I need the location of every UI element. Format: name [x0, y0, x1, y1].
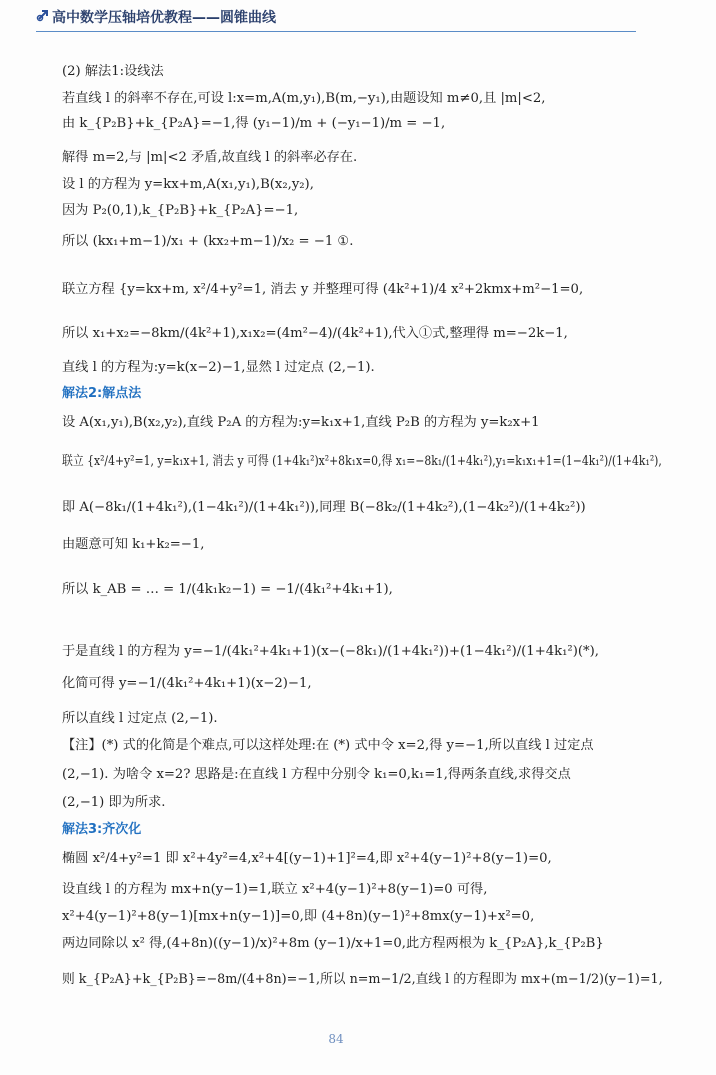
text-line: 设 A(x₁,y₁),B(x₂,y₂),直线 P₂A 的方程为:y=k₁x+1,直线 P₂B 的方程为 y=k₂x+1	[62, 415, 540, 430]
formula-line: 于是直线 l 的方程为 y=−1/(4k₁²+4k₁+1)(x−(−8k₁)/(1+4k₁²))+(1−4k₁²)/(1+4k₁²)(*),	[62, 644, 599, 659]
link-icon	[36, 8, 50, 22]
formula-line: 化简可得 y=−1/(4k₁²+4k₁+1)(x−2)−1,	[62, 676, 312, 691]
formula-line: 则 k_{P₂A}+k_{P₂B}=−8m/(4+8n)=−1,所以 n=m−1/2,直线 l 的方程即为 mx+(m−1/2)(y−1)=1,	[62, 972, 663, 987]
note-line: (2,−1) 即为所求.	[62, 795, 166, 810]
text-line: 由题意可知 k₁+k₂=−1,	[62, 537, 205, 552]
text-line: 解得 m=2,与 |m|<2 矛盾,故直线 l 的斜率必存在.	[62, 150, 358, 165]
formula-line: 两边同除以 x² 得,(4+8n)((y−1)/x)²+8m (y−1)/x+1=0,此方程两根为 k_{P₂A},k_{P₂B}	[62, 936, 604, 951]
header-divider	[36, 31, 636, 32]
conclusion-line: 直线 l 的方程为:y=k(x−2)−1,显然 l 过定点 (2,−1).	[62, 360, 375, 375]
header-title: 高中数学压轴培优教程——圆锥曲线	[52, 10, 276, 26]
method-3-heading: 解法3:齐次化	[62, 822, 142, 837]
system-of-equations-line: 联立方程 {y=kx+m, x²/4+y²=1, 消去 y 并整理可得 (4k²+1)/4 x²+2kmx+m²−1=0,	[62, 282, 584, 297]
part-2-method-1: (2) 解法1:设线法	[62, 64, 164, 79]
formula-line: 所以 (kx₁+m−1)/x₁ + (kx₂+m−1)/x₂ = −1 ①.	[62, 234, 354, 249]
formula-line: 椭圆 x²/4+y²=1 即 x²+4y²=4,x²+4[(y−1)+1]²=4,即 x²+4(y−1)²+8(y−1)=0,	[62, 851, 552, 866]
page-header	[0, 0, 716, 36]
formula-line: 即 A(−8k₁/(1+4k₁²),(1−4k₁²)/(1+4k₁²)),同理 B(−8k₂/(1+4k₂²),(1−4k₂²)/(1+4k₂²))	[62, 500, 586, 515]
note-line: 【注】(*) 式的化简是个难点,可以这样处理:在 (*) 式中令 x=2,得 y=−1,所以直线 l 过定点	[62, 738, 594, 753]
conclusion-line: 所以直线 l 过定点 (2,−1).	[62, 711, 218, 726]
formula-line: x²+4(y−1)²+8(y−1)[mx+n(y−1)]=0,即 (4+8n)(y−1)²+8mx(y−1)+x²=0,	[62, 909, 535, 924]
note-line: (2,−1). 为啥令 x=2? 思路是:在直线 l 方程中分别令 k₁=0,k₁=1,得两条直线,求得交点	[62, 767, 571, 782]
text-line: 设 l 的方程为 y=kx+m,A(x₁,y₁),B(x₂,y₂),	[62, 177, 314, 192]
page-number: 84	[328, 1032, 344, 1046]
formula-line: 由 k_{P₂B}+k_{P₂A}=−1,得 (y₁−1)/m + (−y₁−1)/m = −1,	[62, 116, 446, 131]
method-2-heading: 解法2:解点法	[62, 386, 142, 401]
text-line: 若直线 l 的斜率不存在,可设 l:x=m,A(m,y₁),B(m,−y₁),由题设知 m≠0,且 |m|<2,	[62, 91, 546, 106]
slope-formula-line: 所以 k_AB = … = 1/(4k₁k₂−1) = −1/(4k₁²+4k₁+1),	[62, 582, 393, 597]
text-line: 因为 P₂(0,1),k_{P₂B}+k_{P₂A}=−1,	[62, 203, 299, 218]
text-line: 设直线 l 的方程为 mx+n(y−1)=1,联立 x²+4(y−1)²+8(y−1)=0 可得,	[62, 882, 488, 897]
formula-line: 所以 x₁+x₂=−8km/(4k²+1),x₁x₂=(4m²−4)/(4k²+1),代入①式,整理得 m=−2k−1,	[62, 326, 568, 341]
system-of-equations-line: 联立 {x²/4+y²=1, y=k₁x+1, 消去 y 可得 (1+4k₁²)x²+8k₁x=0,得 x₁=−8k₁/(1+4k₁²),y₁=k₁x₁+1=(1−4k₁²)/(1+4k₁²),	[62, 454, 662, 469]
